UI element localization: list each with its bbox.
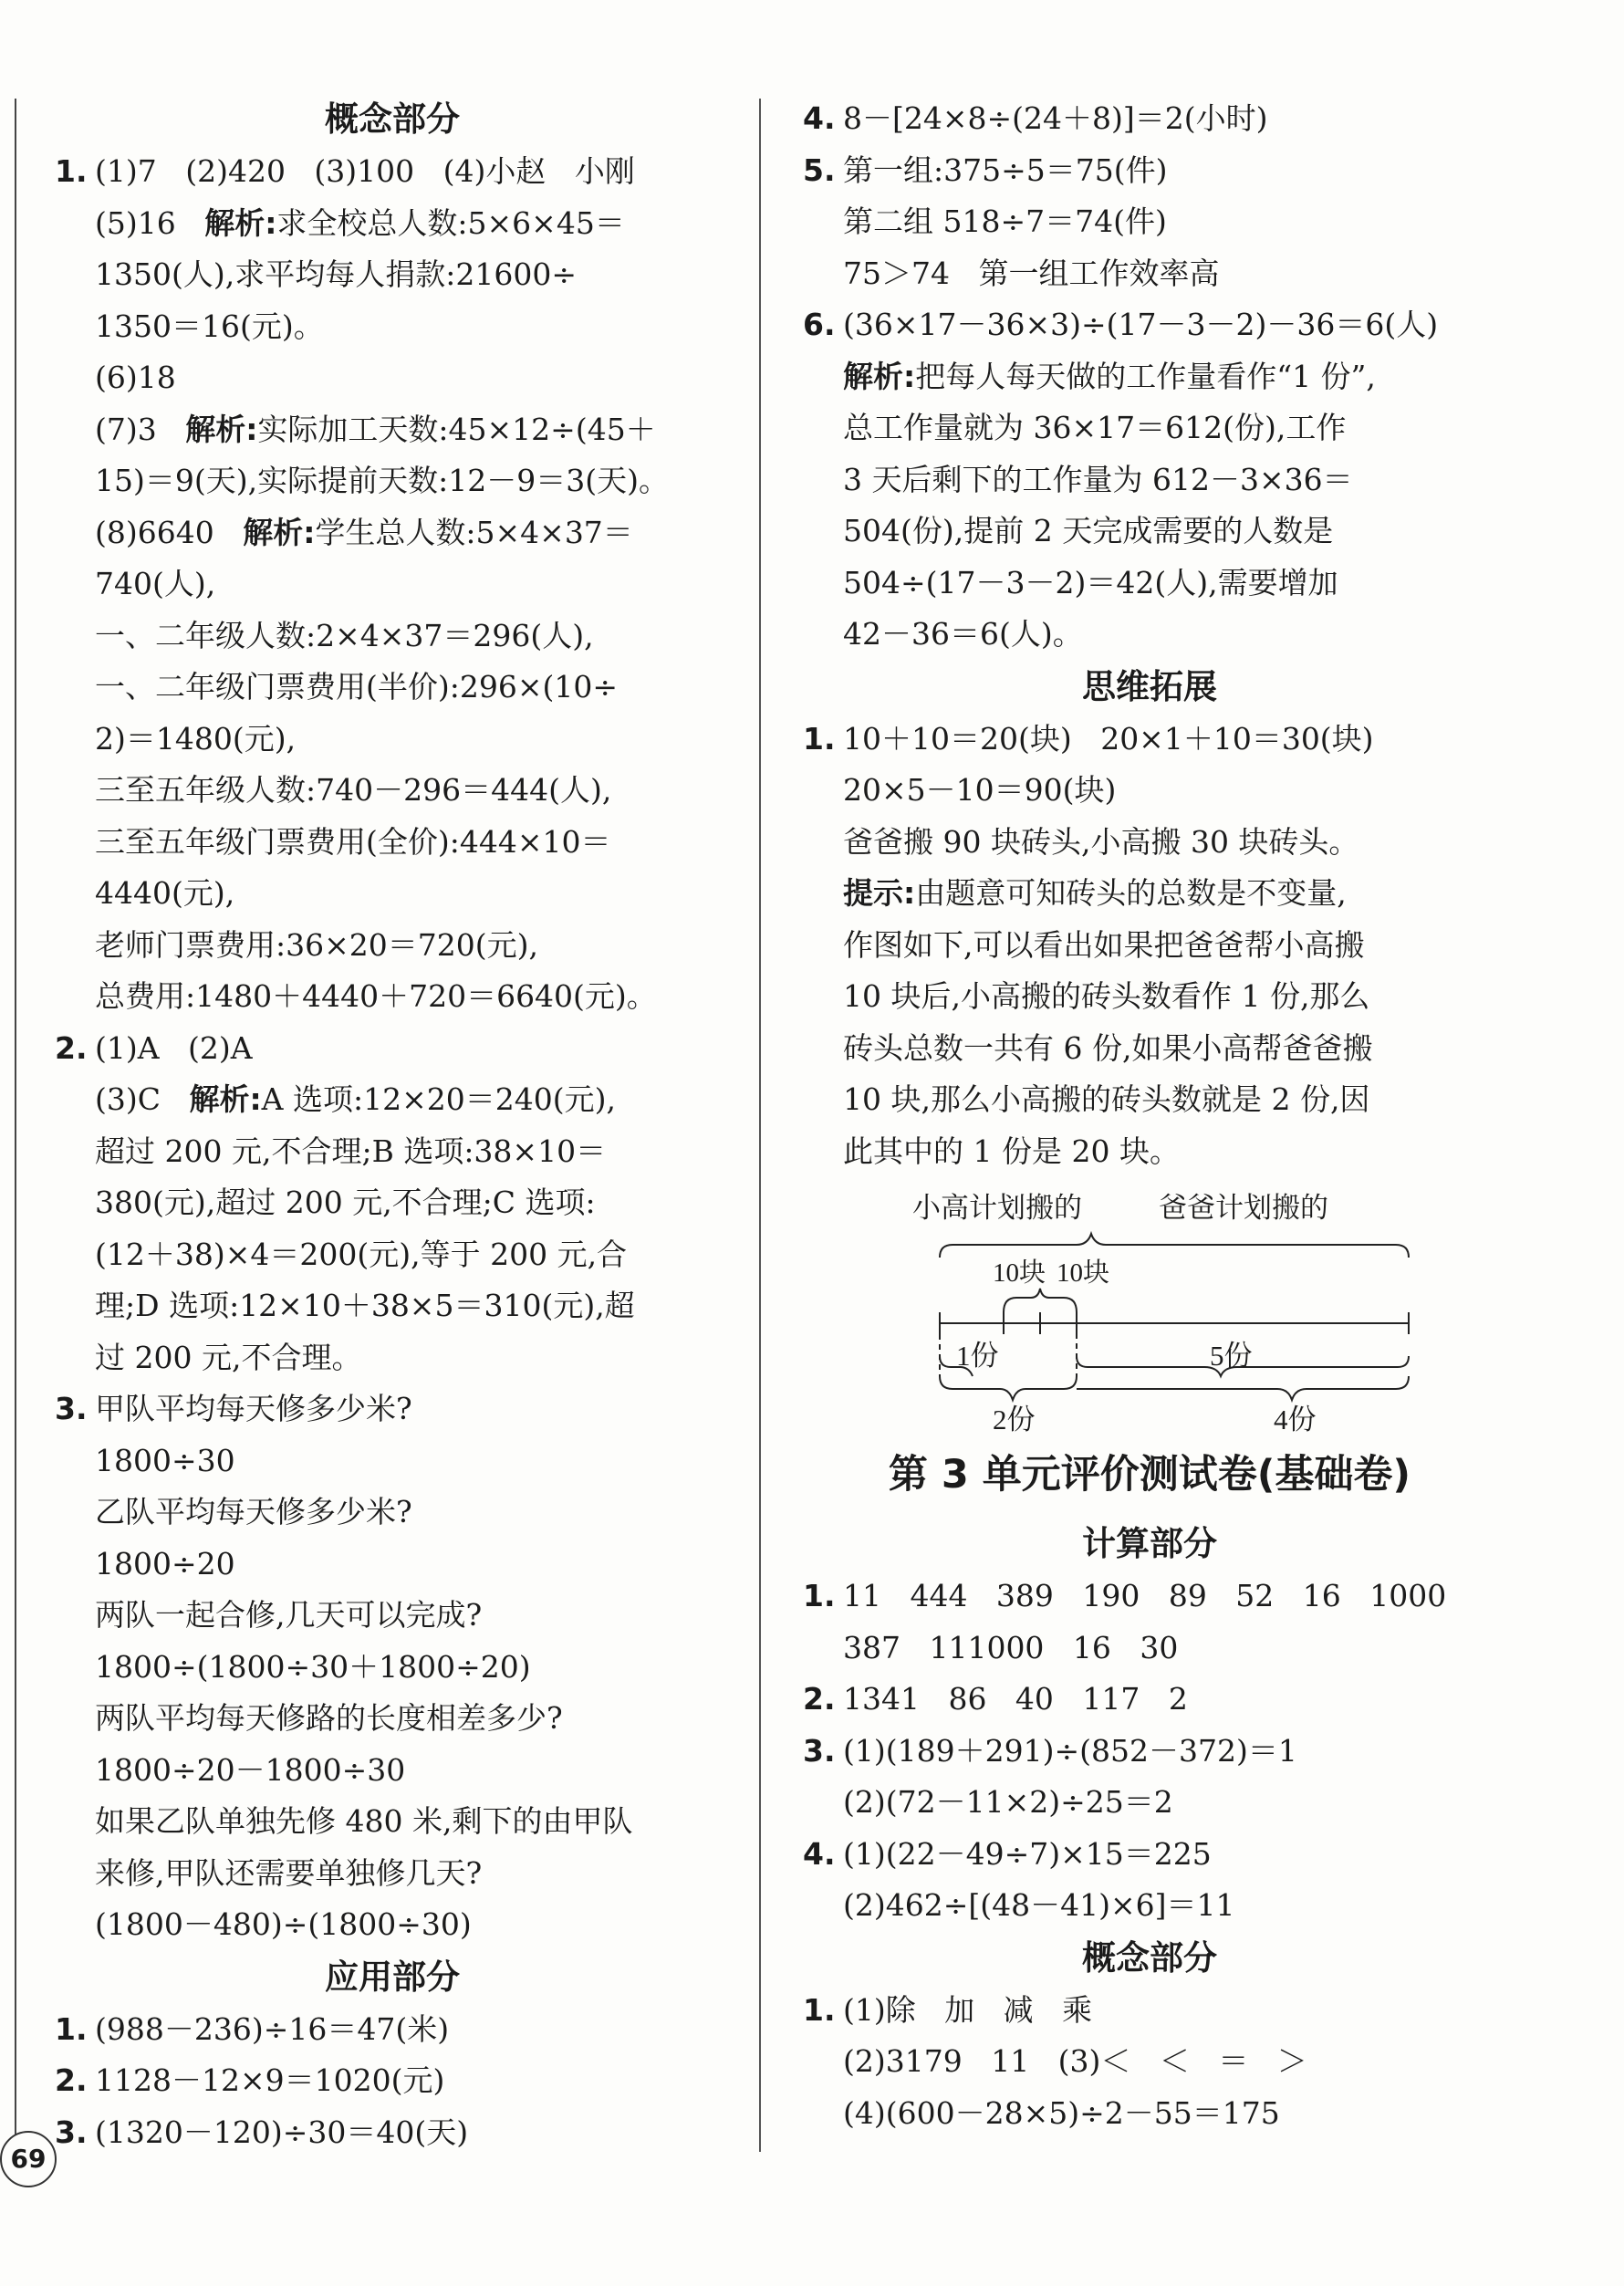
analysis-label: 解析: [243, 514, 316, 550]
answer-line [55, 1539, 730, 1591]
answer-text: 三至五年级人数:740－296＝444(人), [95, 772, 612, 808]
section-heading: 应用部分 [325, 1957, 460, 1997]
answer-line [55, 765, 730, 817]
answer-line [803, 2036, 1496, 2088]
answer-line [55, 1435, 730, 1487]
answer-text: (1)(22－49÷7)×15＝225 [843, 1835, 1212, 1872]
unit-title: 第 3 单元评价测试卷(基础卷) [888, 1452, 1411, 1498]
answer-line [55, 2004, 730, 2056]
answer-text: 砖头总数一共有 6 份,如果小高帮爸爸搬 [843, 1029, 1373, 1066]
question-number: 2. [55, 2062, 88, 2098]
answer-line [55, 1899, 730, 1951]
answer-line [803, 714, 1496, 766]
answer-line [803, 558, 1496, 610]
label-father-plan: 爸爸计划搬的 [1159, 1192, 1328, 1224]
answer-text: 10 块,那么小高搬的砖头数就是 2 份,因 [843, 1081, 1370, 1117]
question-number: 5. [803, 151, 836, 188]
question-number: 4. [803, 1835, 836, 1872]
answer-text: 20×5－10＝90(块) [843, 772, 1117, 808]
answer-text: (2)462÷[(48－41)×6]＝11 [843, 1887, 1235, 1923]
answer-line [803, 402, 1496, 454]
answer-line [803, 971, 1496, 1023]
answer-line [803, 196, 1496, 248]
answer-line [803, 1674, 1496, 1726]
answer-text: 把每人每天做的工作量看作“1 份”, [915, 358, 1376, 394]
answer-text: 2)＝1480(元), [95, 720, 297, 757]
answer-line [55, 1745, 730, 1797]
answer-line [55, 868, 730, 920]
answer-line [803, 299, 1496, 351]
answer-text: 4440(元), [95, 875, 235, 911]
answer-line [803, 454, 1496, 506]
answer-line [55, 714, 730, 766]
answer-text: 作图如下,可以看出如果把爸爸帮小高搬 [843, 926, 1365, 963]
answer-line [803, 868, 1496, 920]
answer-text: 第二组 518÷7＝74(件) [843, 204, 1167, 239]
answer-text: 甲队平均每天修多少米? [95, 1391, 412, 1426]
answer-text: 1800÷30 [95, 1442, 235, 1478]
answer-text: 来修,甲队还需要单独修几天? [95, 1854, 483, 1891]
answer-text: (1)7 (2)420 (3)100 (4)小赵 小刚 [95, 153, 635, 189]
answer-text: (12＋38)×4＝200(元),等于 200 元,合 [95, 1236, 628, 1272]
answer-text: 42－36＝6(人)。 [843, 616, 1083, 652]
answer-text: 15)＝9(天),实际提前天数:12－9＝3(天)。 [95, 463, 669, 498]
answer-text: (2)3179 11 (3)＜ ＜ ＝ ＞ [843, 2043, 1307, 2079]
answer-line [55, 1693, 730, 1745]
answer-line [55, 1383, 730, 1435]
answer-text: (4)(600－28×5)÷2－55＝175 [843, 2094, 1280, 2131]
answer-line [55, 507, 730, 559]
question-number: 3. [55, 1391, 88, 1426]
question-number: 6. [803, 307, 836, 342]
answer-text: 爸爸搬 90 块砖头,小高搬 30 块砖头。 [843, 823, 1359, 860]
answer-line [55, 1126, 730, 1178]
answer-line [55, 558, 730, 611]
answer-line [55, 2107, 730, 2159]
answer-text: 1341 86 40 117 2 [843, 1681, 1188, 1717]
answer-line [55, 1280, 730, 1332]
label-2-parts: 2份 [993, 1404, 1036, 1435]
answer-line [803, 1623, 1496, 1675]
answer-line [55, 817, 730, 869]
answer-line [55, 2055, 730, 2107]
analysis-label: 提示: [843, 875, 916, 911]
answer-line [55, 920, 730, 972]
answer-text: (1)A (2)A [95, 1029, 253, 1066]
question-number: 4. [803, 100, 836, 136]
answer-text: (1800－480)÷(1800÷30) [95, 1906, 472, 1942]
question-number: 1. [55, 153, 88, 189]
answer-text: 由题意可知砖头的总数是不变量, [915, 875, 1347, 911]
answer-line [803, 93, 1496, 145]
answer-text: 老师门票费用:36×20＝720(元), [95, 926, 538, 963]
answer-text: 10＋10＝20(块) 20×1＋10＝30(块) [843, 720, 1374, 757]
answer-line [55, 198, 730, 250]
label-1-part: 1份 [956, 1340, 999, 1372]
answer-text: (6)18 [95, 360, 176, 395]
column-divider [759, 99, 761, 2152]
answer-text: 实际加工天数:45×12÷(45＋ [257, 411, 656, 447]
label-5-parts: 5份 [1210, 1340, 1253, 1372]
analysis-label: 解析: [189, 1081, 262, 1117]
left-margin-line [15, 99, 16, 2152]
answer-text: 1800÷20－1800÷30 [95, 1751, 406, 1788]
analysis-label: 解析: [204, 204, 277, 241]
section-heading: 概念部分 [1082, 1937, 1217, 1978]
answer-line [803, 248, 1496, 300]
answer-text: 504÷(17－3－2)＝42(人),需要增加 [843, 564, 1338, 600]
answer-text: 理;D 选项:12×10＋38×5＝310(元),超 [95, 1288, 635, 1323]
answer-text: (1)(189＋291)÷(852－372)＝1 [843, 1732, 1297, 1769]
answer-text: 两队一起合修,几天可以完成? [95, 1597, 483, 1633]
answer-text: 11 444 389 190 89 52 16 1000 [843, 1578, 1447, 1613]
answer-line [55, 1848, 730, 1900]
answer-text: 1350(人),求平均每人捐款:21600÷ [95, 256, 577, 292]
answer-line [803, 351, 1496, 403]
answer-text: 总费用:1480＋4440＋720＝6640(元)。 [95, 978, 657, 1014]
answer-text: (2)(72－11×2)÷25＝2 [843, 1784, 1173, 1820]
section-heading: 思维拓展 [1082, 666, 1217, 706]
answer-line [55, 146, 730, 198]
answer-text: 75＞74 第一组工作效率高 [843, 255, 1220, 291]
answer-prefix: (3)C [95, 1081, 190, 1117]
question-number: 3. [55, 2114, 88, 2150]
answer-line [803, 1023, 1496, 1075]
question-number: 1. [803, 1991, 836, 2028]
analysis-label: 解析: [843, 358, 916, 394]
answer-text: 学生总人数:5×4×37＝ [315, 514, 633, 550]
answer-text: 10 块后,小高搬的砖头数看作 1 份,那么 [843, 978, 1370, 1014]
answer-text: 过 200 元,不合理。 [95, 1339, 362, 1375]
answer-line [803, 765, 1496, 817]
answer-line [55, 1642, 730, 1694]
question-number: 3. [803, 1732, 836, 1769]
answer-line [803, 2088, 1496, 2140]
answer-text: 总工作量就为 36×17＝612(份),工作 [843, 410, 1347, 445]
answer-line [803, 1985, 1496, 2037]
answer-line [803, 1777, 1496, 1829]
answer-text: 1128－12×9＝1020(元) [95, 2062, 445, 2098]
answer-text: A 选项:12×20＝240(元), [261, 1081, 616, 1117]
answer-text: 第一组:375÷5＝75(件) [843, 151, 1168, 188]
label-10-block-b: 10块 [1057, 1258, 1110, 1288]
answer-line [55, 1177, 730, 1229]
answer-line [55, 455, 730, 507]
answer-line [55, 1487, 730, 1539]
answer-line [55, 352, 730, 404]
answer-line [803, 609, 1496, 661]
label-4-parts: 4份 [1274, 1404, 1317, 1435]
answer-text: 两队平均每天修路的长度相差多少? [95, 1700, 563, 1736]
answer-line [803, 1074, 1496, 1126]
answer-text: 3 天后剩下的工作量为 612－3×36＝ [843, 461, 1353, 497]
answer-line [803, 1829, 1496, 1881]
answer-line [55, 1796, 730, 1848]
question-number: 1. [55, 2010, 88, 2047]
answer-text: 504(份),提前 2 天完成需要的人数是 [843, 513, 1334, 548]
answer-text: 380(元),超过 200 元,不合理;C 选项: [95, 1185, 596, 1220]
answer-line [55, 249, 730, 301]
answer-text: (1)除 加 减 乘 [843, 1991, 1093, 2028]
answer-text: 一、二年级门票费用(半价):296×(10÷ [95, 669, 619, 705]
answer-text: 此其中的 1 份是 20 块。 [843, 1133, 1180, 1169]
question-number: 1. [803, 1578, 836, 1613]
answer-text: 8－[24×8÷(24＋8)]＝2(小时) [843, 100, 1268, 136]
answer-prefix: (8)6640 [95, 514, 244, 550]
answer-text: 乙队平均每天修多少米? [95, 1494, 412, 1529]
answer-text: 1800÷20 [95, 1545, 235, 1581]
answer-text: 387 111000 16 30 [843, 1629, 1179, 1665]
answer-line [803, 1126, 1496, 1178]
answer-line [55, 1074, 730, 1126]
answer-prefix: (7)3 [95, 411, 186, 447]
answer-line [55, 611, 730, 663]
answer-line [55, 301, 730, 353]
label-xiaogao-plan: 小高计划搬的 [912, 1192, 1082, 1224]
answer-text: 一、二年级人数:2×4×37＝296(人), [95, 617, 594, 653]
right-column [803, 93, 1496, 2139]
answer-line [55, 971, 730, 1023]
answer-line [803, 920, 1496, 972]
answer-line [55, 1023, 730, 1075]
answer-line [803, 1880, 1496, 1932]
answer-text: 740(人), [95, 566, 216, 601]
left-column [55, 93, 730, 2158]
answer-line [55, 1332, 730, 1384]
answer-text: 求全校总人数:5×6×45＝ [276, 204, 625, 241]
brick-diagram [912, 1177, 1460, 1435]
page-number: 69 [0, 2131, 57, 2187]
answer-text: (1320－120)÷30＝40(天) [95, 2114, 469, 2150]
answer-line [55, 662, 730, 714]
answer-text: 超过 200 元,不合理;B 选项:38×10＝ [95, 1133, 607, 1169]
section-heading: 概念部分 [325, 99, 460, 139]
answer-text: 如果乙队单独先修 480 米,剩下的由甲队 [95, 1803, 633, 1839]
answer-line [803, 506, 1496, 558]
answer-text: (36×17－36×3)÷(17－3－2)－36＝6(人) [843, 307, 1439, 342]
answer-line [803, 1571, 1496, 1623]
answer-line [803, 817, 1496, 869]
label-10-block-a: 10块 [993, 1258, 1046, 1288]
analysis-label: 解析: [185, 411, 258, 447]
answer-line [803, 1726, 1496, 1778]
question-number: 2. [803, 1681, 836, 1717]
answer-text: 三至五年级门票费用(全价):444×10＝ [95, 823, 611, 860]
answer-line [803, 145, 1496, 197]
answer-line [55, 404, 730, 456]
answer-line [55, 1229, 730, 1281]
question-number: 1. [803, 720, 836, 757]
answer-text: 1350＝16(元)。 [95, 308, 324, 344]
answer-prefix: (5)16 [95, 204, 205, 241]
answer-text: 1800÷(1800÷30＋1800÷20) [95, 1648, 531, 1685]
question-number: 2. [55, 1029, 88, 1066]
answer-text: (988－236)÷16＝47(米) [95, 2010, 450, 2047]
section-heading: 计算部分 [1082, 1524, 1217, 1563]
answer-line [55, 1590, 730, 1642]
